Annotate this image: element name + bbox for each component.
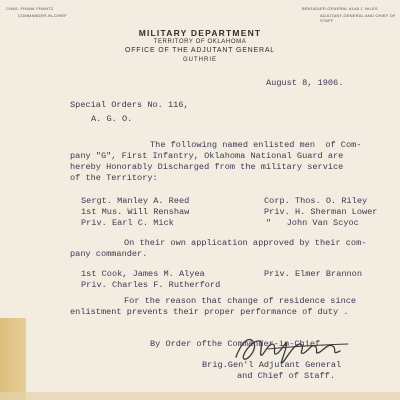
discharged-name: Corp. Thos. O. Riley bbox=[264, 196, 368, 206]
territory-line: TERRITORY OF OKLAHOMA bbox=[153, 39, 247, 45]
para1-line: of the Territory: bbox=[70, 173, 158, 183]
para1-line: pany "G", First Infantry, Oklahoma National Guard are bbox=[70, 151, 344, 161]
closing-line: By Order ofthe Commander-in-Chief. bbox=[150, 339, 326, 349]
discharged-name: Priv. Charles F. Rutherford bbox=[81, 280, 221, 290]
tape-strip bbox=[0, 318, 26, 400]
orders-number: Special Orders No. 116, bbox=[70, 100, 189, 110]
para3-line: For the reason that change of residence since bbox=[124, 296, 357, 306]
ago-line: A. G. O. bbox=[91, 114, 133, 124]
bottom-edge bbox=[0, 392, 400, 400]
letter-date: August 8, 1906. bbox=[266, 78, 344, 88]
discharged-name: Sergt. Manley A. Reed bbox=[81, 196, 190, 206]
para1-line: The following named enlisted men of Com- bbox=[150, 140, 362, 150]
para2-line: pany commander. bbox=[70, 249, 148, 259]
governor-title: COMMANDER-IN-CHIEF bbox=[18, 13, 67, 18]
department-heading: MILITARY DEPARTMENT bbox=[138, 28, 262, 38]
signer-title: Brig.Gen'l Adjutant General bbox=[202, 360, 342, 370]
discharged-name: " John Van Scyoc bbox=[266, 218, 359, 228]
discharged-name: 1st Mus. Will Renshaw bbox=[81, 207, 190, 217]
discharged-name: 1st Cook, James M. Alyea bbox=[81, 269, 205, 279]
discharged-name: Priv. Elmer Brannon bbox=[264, 269, 362, 279]
signer-title: and Chief of Staff. bbox=[237, 371, 335, 381]
governor-name: CHAS. FRANK FRANTZ bbox=[6, 6, 54, 11]
para2-line: On their own application approved by their com- bbox=[124, 238, 367, 248]
para3-line: enlistment prevents their proper performance of duty . bbox=[70, 307, 349, 317]
para1-line: hereby Honorably Discharged from the military service bbox=[70, 162, 344, 172]
discharged-name: Priv. H. Sherman Lower bbox=[264, 207, 378, 217]
city-line: GUTHRIE bbox=[183, 57, 217, 63]
discharged-name: Priv. Earl C. Mick bbox=[81, 218, 174, 228]
office-line: OFFICE OF THE ADJUTANT GENERAL bbox=[124, 47, 276, 54]
adjutant-name: BRIGADIER-GENERAL ALVA J. NILES bbox=[302, 6, 378, 11]
adjutant-title: ADJUTANT-GENERAL AND CHIEF OF STAFF bbox=[320, 13, 396, 23]
